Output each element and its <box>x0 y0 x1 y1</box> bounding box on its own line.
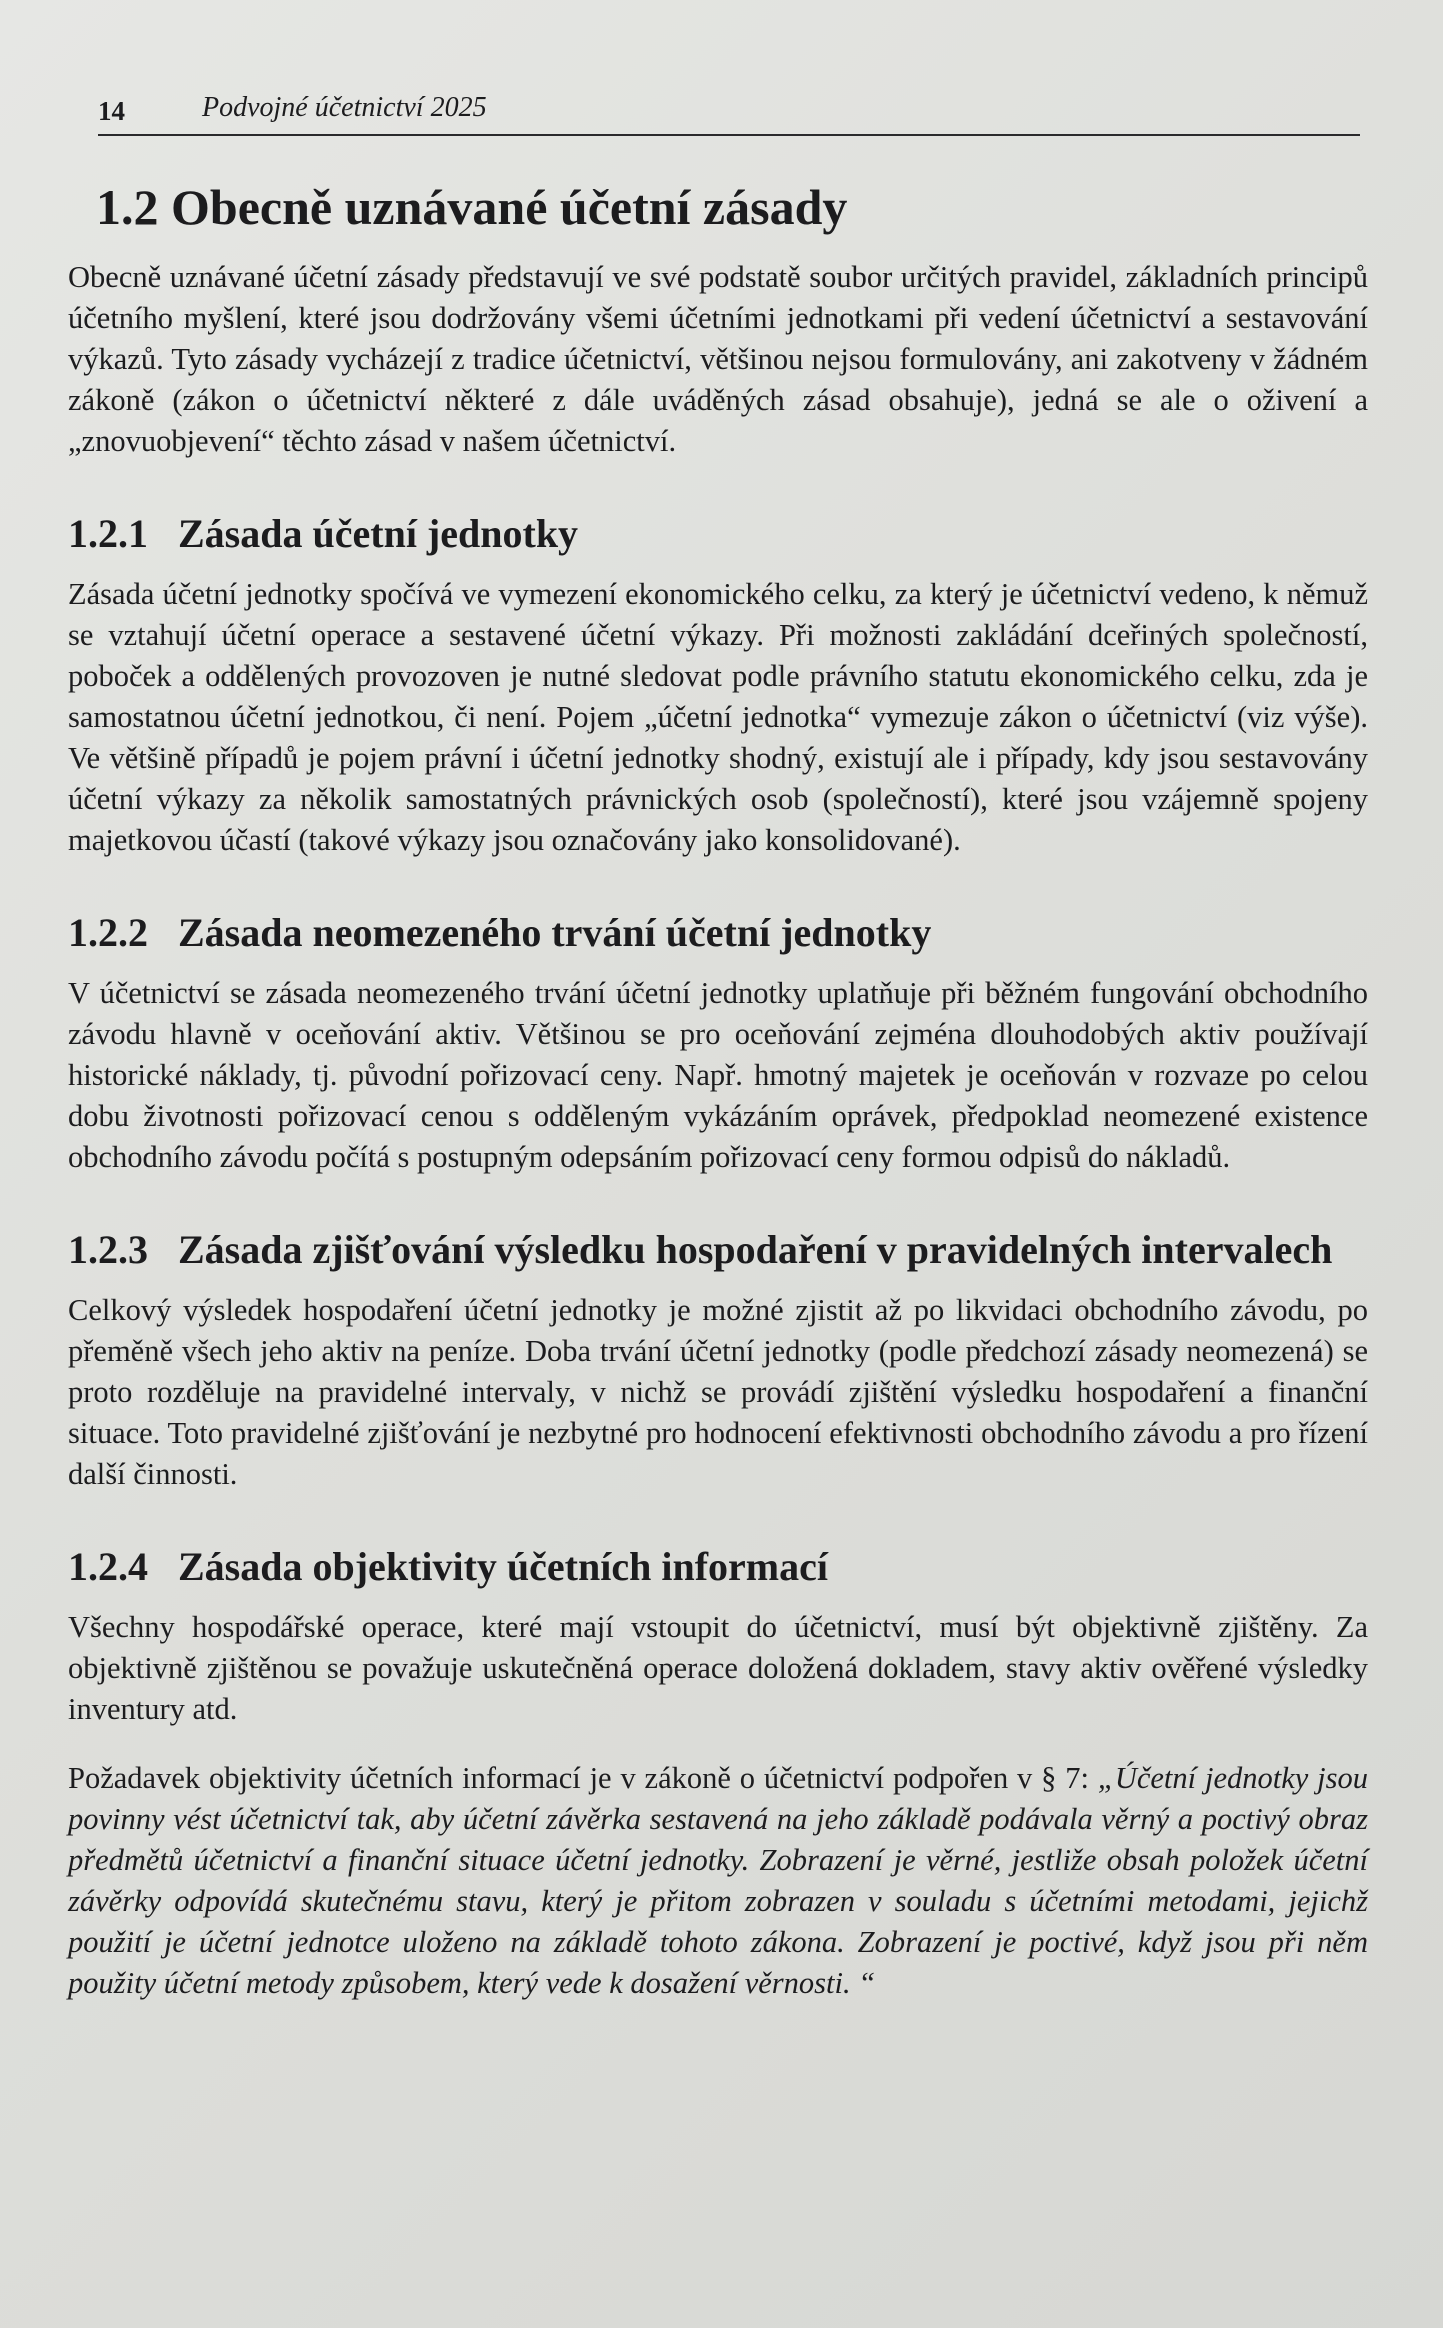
subsection-number: 1.2.2 <box>68 910 148 955</box>
subsection-number: 1.2.1 <box>68 511 148 556</box>
running-header <box>98 88 1360 136</box>
subsection-1-2-2 <box>68 907 1368 1178</box>
page-number: 14 <box>98 96 125 126</box>
section-intro-paragraph: Obecně uznávané účetní zásady představují ve své podstatě soubor určitých pravidel, základních principů účetního myšlení, které jsou dodržovány všemi účetními jednotkami při vedení účetnictví a sestavování výkazů. Tyto zásady vycházejí z tradice účetnictví, většinou nejsou formulovány, ani zakotveny v žádném zákoně (zákon o účetnictví některé z dále uváděných zásad obsahuje), jedná se ale o oživení a „znovuobjevení“ těchto zásad v našem účetnictví. <box>68 260 1368 458</box>
subsection-heading <box>68 508 1368 560</box>
subsection-paragraph: Celkový výsledek hospodaření účetní jednotky je možné zjistit až po likvidaci obchodního závodu, po přeměně všech jeho aktiv na peníze. Doba trvání účetní jednotky (podle předchozí zásady neomezená) se proto rozděluje na pravidelné intervaly, v nichž se provádí zjištění výsledku hospodaření a finanční situace. Toto pravidelné zjišťování je nezbytné pro hodnocení efektivnosti obchodního závodu a pro řízení další činnosti. <box>68 1293 1368 1491</box>
subsection-title: Zásada neomezeného trvání účetní jednotky <box>178 910 932 955</box>
book-title: Podvojné účetnictví 2025 <box>202 92 487 123</box>
subsection-title: Zásada objektivity účetních informací <box>178 1544 828 1589</box>
section-heading: 1.2 Obecně uznávané účetní zásady <box>96 179 848 235</box>
law-quote-lead: Požadavek objektivity účetních informací je v zákoně o účetnictví podpořen v § 7: <box>68 1761 1098 1795</box>
page-content <box>68 180 1368 2050</box>
subsection-heading <box>68 1224 1368 1276</box>
subsection-heading <box>68 1541 1368 1593</box>
subsection-heading <box>68 907 1368 959</box>
subsection-1-2-1 <box>68 508 1368 861</box>
subsection-paragraph: V účetnictví se zásada neomezeného trvání účetní jednotky uplatňuje při běžném fungování obchodního závodu hlavně v oceňování aktiv. Většinou se pro oceňování zejména dlouhodobých aktiv používají historické náklady, tj. původní pořizovací ceny. Např. hmotný majetek je oceňován v rozvaze po celou dobu životnosti pořizovací cenou s odděleným vykázáním oprávek, předpoklad neomezené existence obchodního závodu počítá s postupným odepsáním pořizovací ceny formou odpisů do nákladů. <box>68 976 1368 1174</box>
subsection-paragraph: Všechny hospodářské operace, které mají vstoupit do účetnictví, musí být objektivně zjištěny. Za objektivně zjištěnou se považuje uskutečněná operace doložená dokladem, stavy aktiv ověřené výsledky inventury atd. <box>68 1610 1368 1726</box>
section-intro-block <box>68 257 1368 462</box>
subsection-number: 1.2.3 <box>68 1227 148 1272</box>
subsection-title: Zásada zjišťování výsledku hospodaření v pravidelných intervalech <box>178 1227 1333 1272</box>
subsection-title: Zásada účetní jednotky <box>178 511 579 556</box>
subsection-paragraph: Zásada účetní jednotky spočívá ve vymezení ekonomického celku, za který je účetnictví vedeno, k němuž se vztahují účetní operace a sestavené účetní výkazy. Při možnosti zakládání dceřiných společností, poboček a oddělených provozoven je nutné sledovat podle právního statutu ekonomického celku, zda je samostatnou účetní jednotkou, či není. Pojem „účetní jednotka“ vymezuje zákon o účetnictví (viz výše). Ve většině případů je pojem právní i účetní jednotky shodný, existují ale i případy, kdy jsou sestavovány účetní výkazy za několik samostatných právnických osob (společností), které jsou vzájemně spojeny majetkovou účastí (takové výkazy jsou označovány jako konsolidované). <box>68 577 1368 857</box>
subsection-number: 1.2.4 <box>68 1544 148 1589</box>
law-quote: „Účetní jednotky jsou povinny vést účetnictví tak, aby účetní závěrka sestavená na jeho základě podávala věrný a poctivý obraz předmětů účetnictví a finanční situace účetní jednotky. Zobrazení je věrné, jestliže obsah položek účetní závěrky odpovídá skutečnému stavu, který je přitom zobrazen v souladu s účetními metodami, jejichž použití je účetní jednotce uloženo na základě tohoto zákona. Zobrazení je poctivé, když jsou při něm použity účetní metody způsobem, který vede k dosažení věrnosti. “ <box>68 1761 1368 2000</box>
subsection-1-2-3 <box>68 1224 1368 1495</box>
law-quote-paragraph <box>68 1758 1368 2004</box>
subsection-1-2-4 <box>68 1541 1368 2004</box>
